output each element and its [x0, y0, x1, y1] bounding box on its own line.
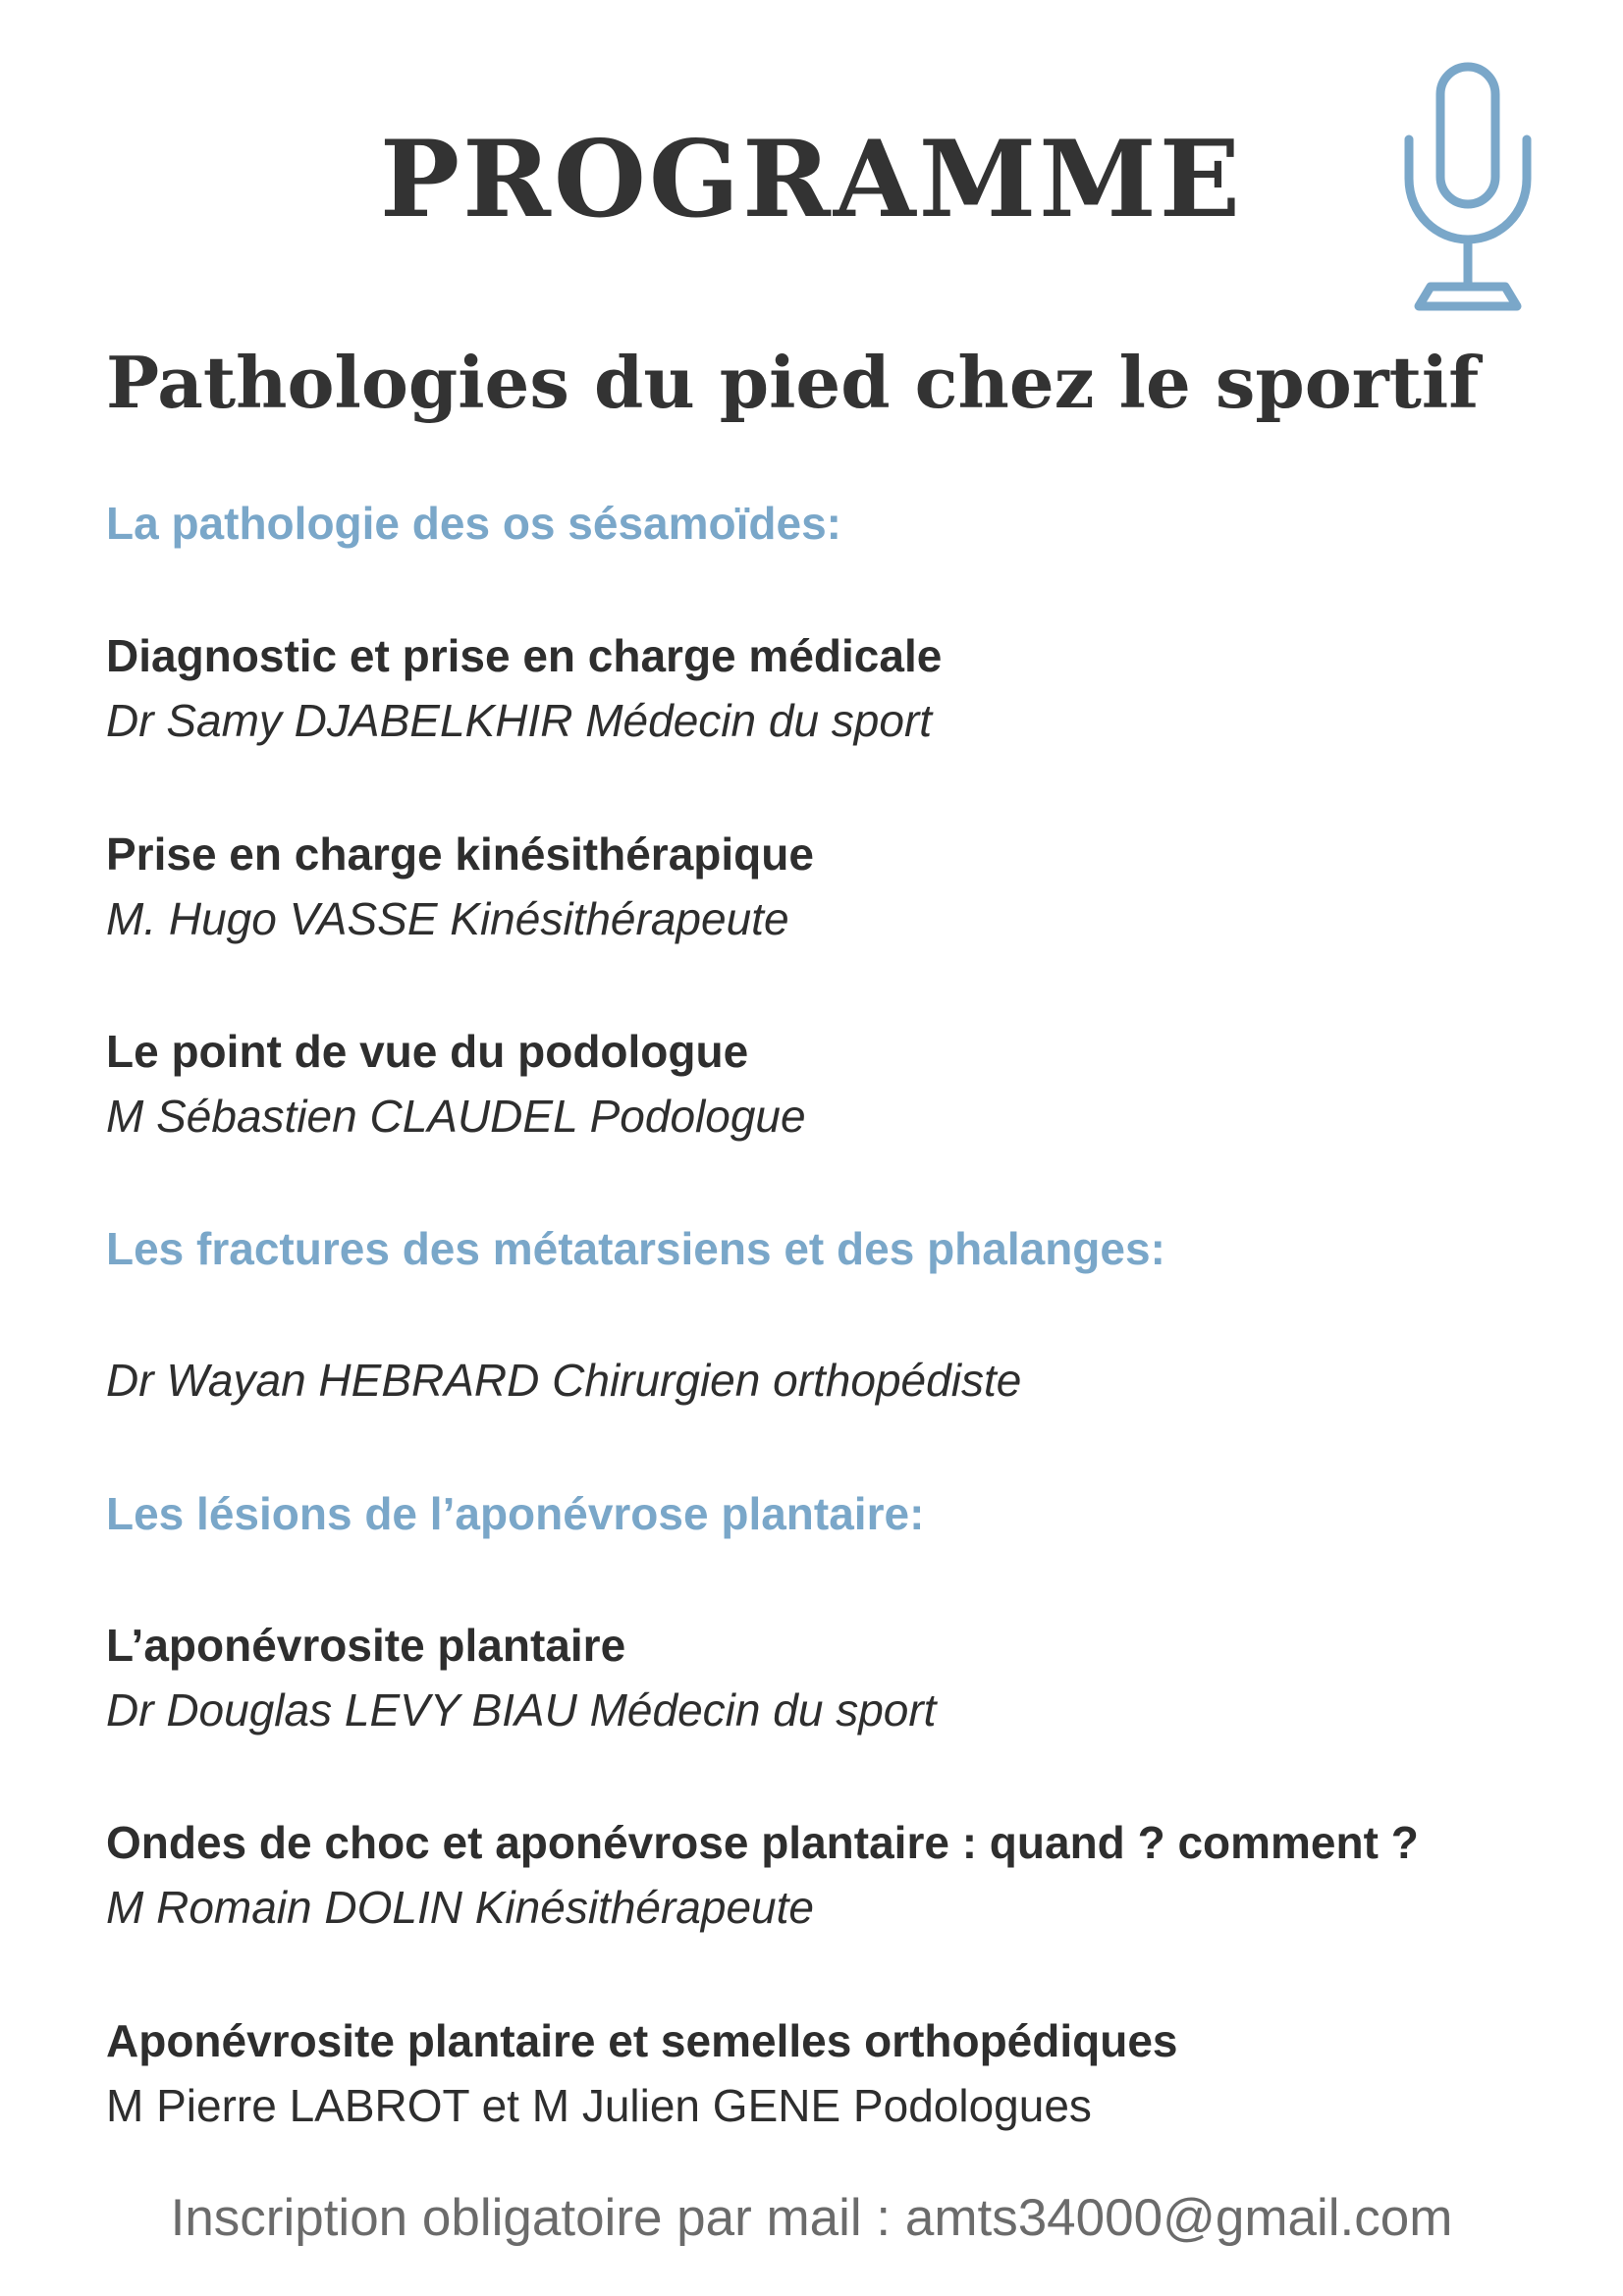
talk-title: Ondes de choc et aponévrose plantaire : quand ? comment ?: [106, 1817, 1419, 1868]
talk-title: Prise en charge kinésithérapique: [106, 828, 814, 880]
talk-speaker: Dr Wayan HEBRARD Chirurgien orthopédiste: [106, 1355, 1022, 1406]
talk-title: Diagnostic et prise en charge médicale: [106, 630, 943, 681]
talk-title: Le point de vue du podologue: [106, 1026, 749, 1077]
talk-speaker: M Pierre LABROT et M Julien GENE Podologues: [106, 2080, 1092, 2131]
page-title: PROGRAMME: [379, 118, 1244, 241]
talk-speaker: M Romain DOLIN Kinésithérapeute: [106, 1882, 814, 1933]
section-heading: Les lésions de l’aponévrose plantaire:: [106, 1488, 925, 1539]
talk-speaker: Dr Samy DJABELKHIR Médecin du sport: [106, 695, 933, 746]
talk-title: Aponévrosite plantaire et semelles orthopédiques: [106, 2015, 1178, 2066]
talk-speaker: M. Hugo VASSE Kinésithérapeute: [106, 893, 789, 944]
talk-title: L’aponévrosite plantaire: [106, 1620, 626, 1671]
section-heading: Les fractures des métatarsiens et des phalanges:: [106, 1223, 1165, 1274]
microphone-icon: [1399, 59, 1537, 314]
page-subtitle: Pathologies du pied chez le sportif: [106, 341, 1480, 424]
talk-speaker: M Sébastien CLAUDEL Podologue: [106, 1091, 806, 1142]
talk-speaker: Dr Douglas LEVY BIAU Médecin du sport: [106, 1684, 937, 1735]
registration-note: Inscription obligatoire par mail : amts34000@gmail.com: [170, 2189, 1453, 2247]
section-heading: La pathologie des os sésamoïdes:: [106, 498, 841, 549]
